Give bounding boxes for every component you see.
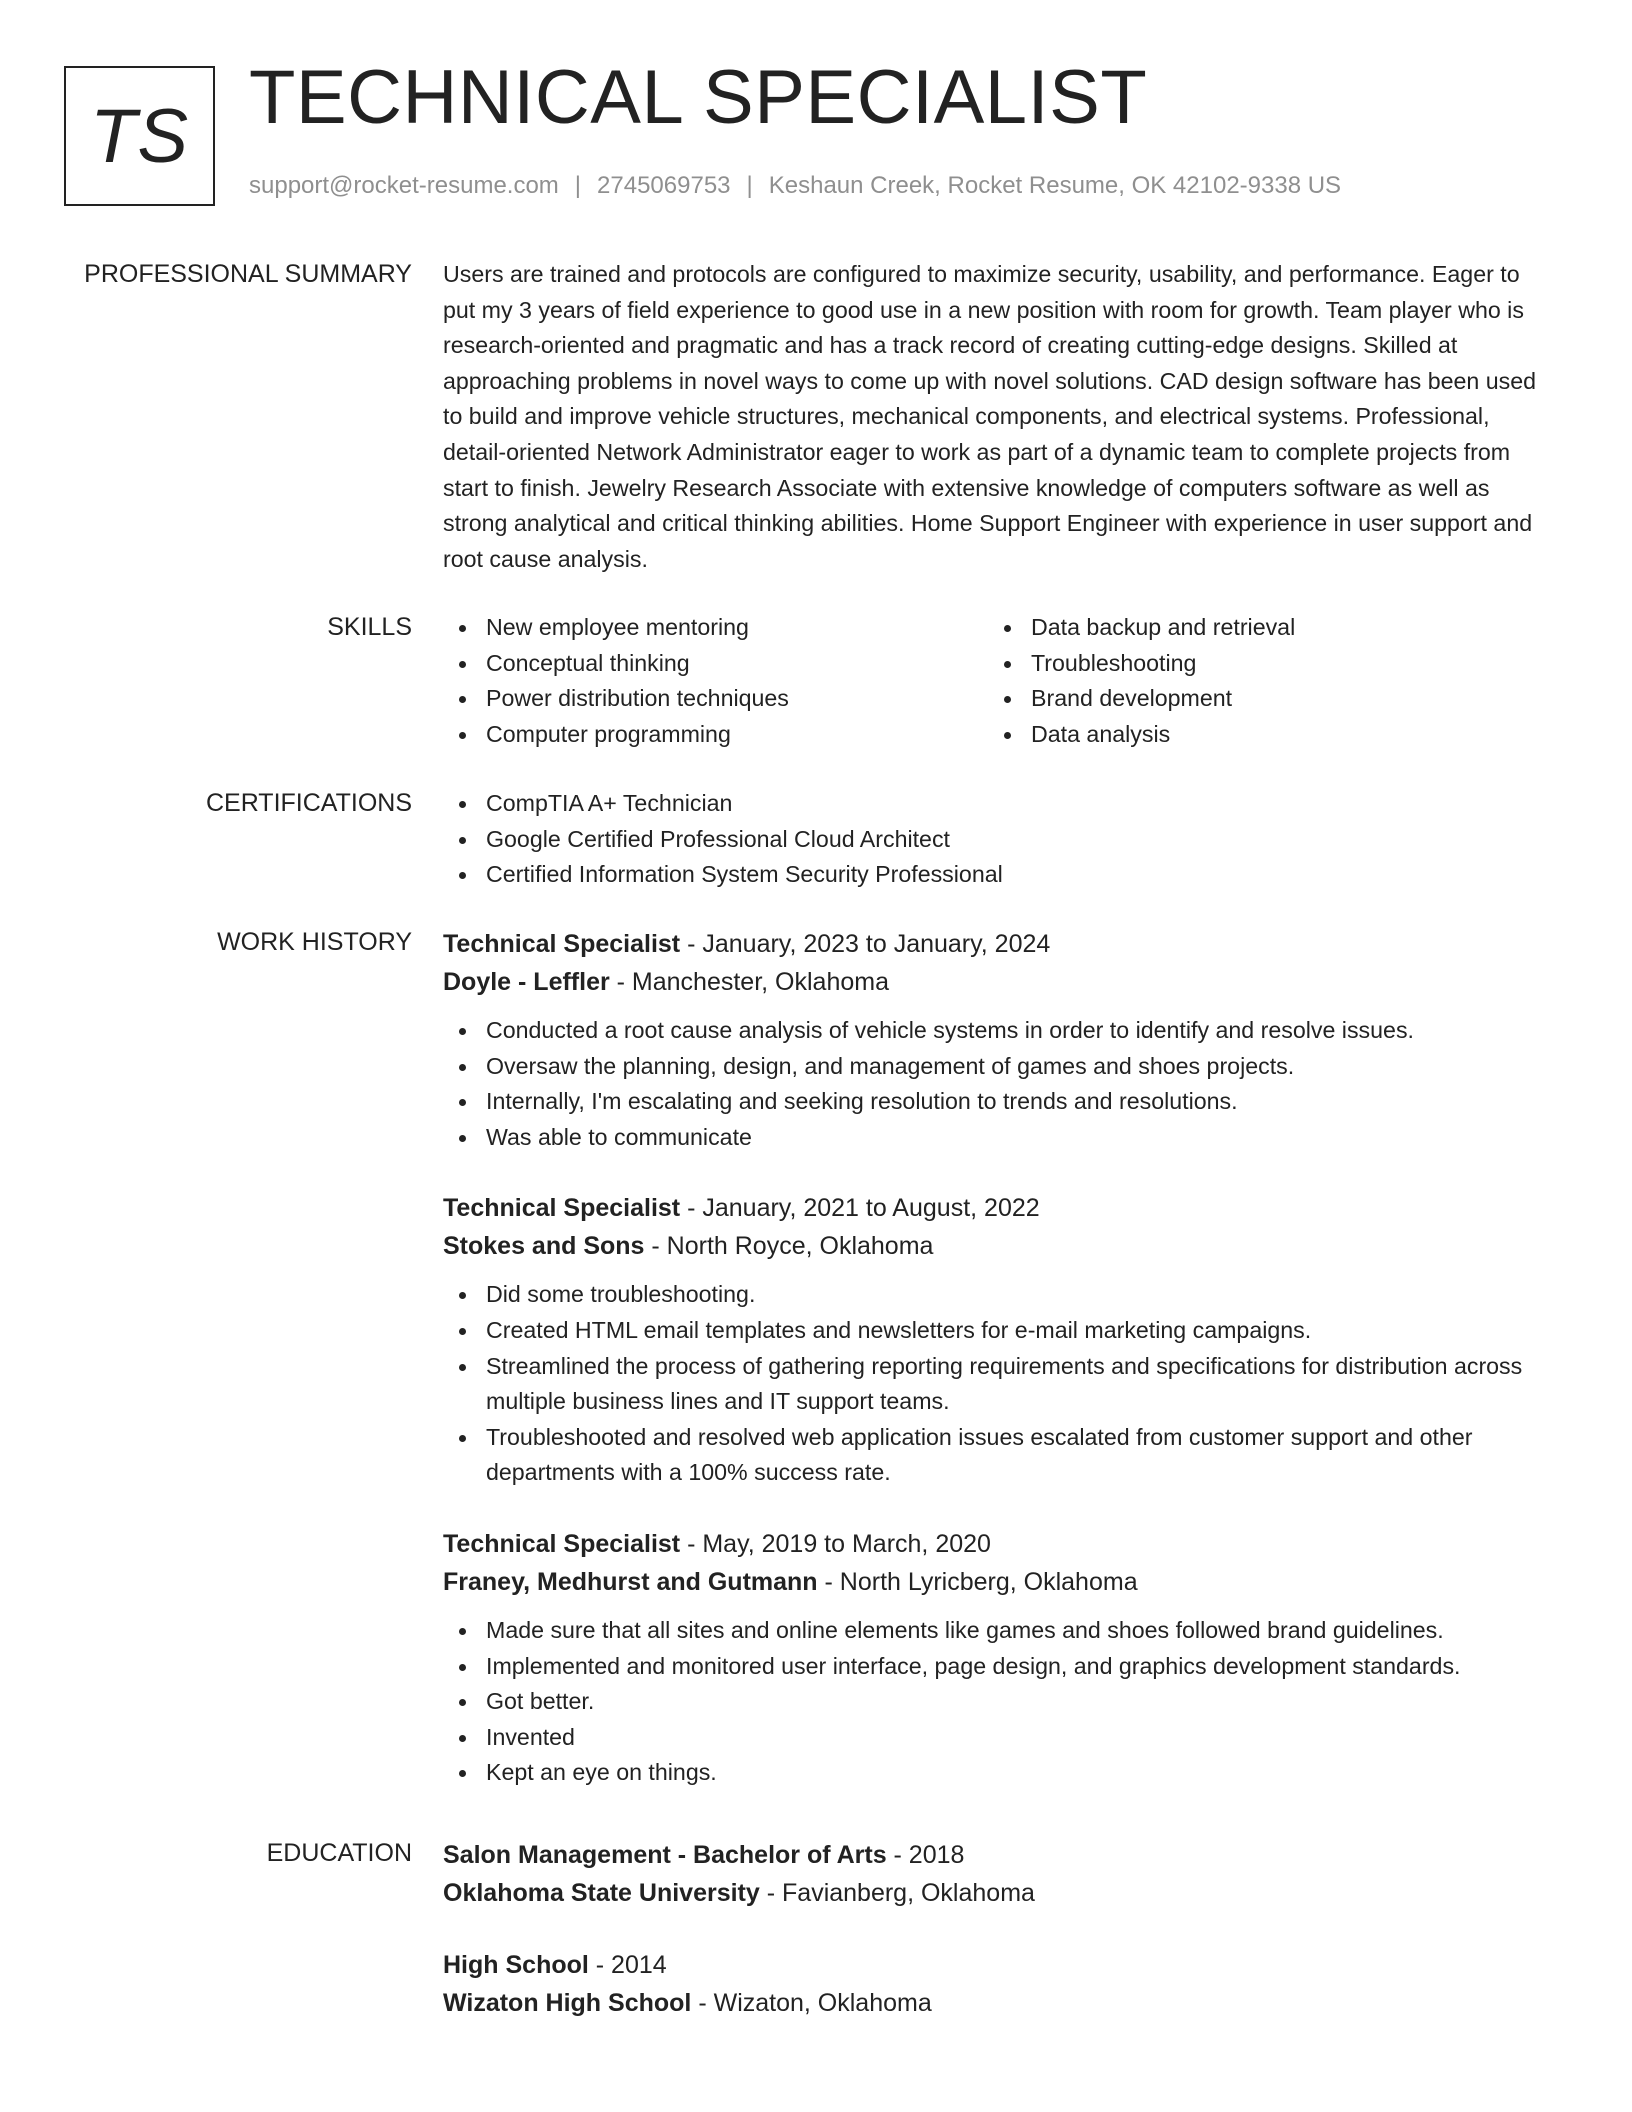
education-degree: High School	[443, 1951, 589, 1979]
section-title-skills: SKILLS	[327, 613, 412, 641]
skill-item: Data backup and retrieval	[1031, 610, 1533, 646]
job-employer-line	[443, 963, 1553, 1001]
skill-item: Troubleshooting	[1031, 646, 1533, 682]
job-entry	[443, 1525, 1553, 1791]
job-bullet: Oversaw the planning, design, and management of games and shoes projects.	[486, 1049, 1553, 1085]
section-title-education: EDUCATION	[266, 1839, 412, 1867]
contact-line	[249, 172, 1341, 200]
skills-list-left	[443, 610, 988, 752]
job-employer-line	[443, 1563, 1553, 1601]
education-location: - Favianberg, Oklahoma	[759, 1879, 1035, 1907]
job-bullet: Conducted a root cause analysis of vehicle systems in order to identify and resolve issues.	[486, 1013, 1553, 1049]
job-dates: - May, 2019 to March, 2020	[680, 1529, 991, 1558]
certifications-body	[443, 786, 1553, 893]
job-employer: Franey, Medhurst and Gutmann	[443, 1567, 818, 1596]
certifications-list	[443, 786, 1553, 893]
education-school: Wizaton High School	[443, 1989, 692, 2017]
education-location: - Wizaton, Oklahoma	[691, 1989, 932, 2017]
job-bullet: Streamlined the process of gathering reporting requirements and specifications for distribution across multiple business lines and IT support teams.	[486, 1349, 1553, 1420]
skills-list-right	[988, 610, 1533, 752]
summary-text: Users are trained and protocols are configured to maximize security, usability, and performance. Eager to put my 3 years of field experience to good use in a new position with room for growth. Team player who is research-oriented and pragmatic and has a track record of creating cutting-edge designs. Skilled at approaching problems in novel ways to come up with novel solutions. CAD design software has been used to build and improve vehicle structures, mechanical components, and electrical systems. Professional, detail-oriented Network Administrator eager to work as part of a dynamic team to complete projects from start to finish. Jewelry Research Associate with extensive knowledge of computers software as well as strong analytical and critical thinking abilities. Home Support Engineer with experience in user support and root cause analysis.	[443, 261, 1537, 572]
skill-item: Computer programming	[486, 717, 988, 753]
job-title-line	[443, 1525, 1553, 1563]
job-dates: - January, 2023 to January, 2024	[680, 930, 1051, 958]
skill-item: New employee mentoring	[486, 610, 988, 646]
job-employer: Stokes and Sons	[443, 1232, 645, 1261]
skill-item: Power distribution techniques	[486, 681, 988, 717]
job-bullets	[443, 1613, 1553, 1791]
section-title-work-history: WORK HISTORY	[217, 928, 412, 956]
education-entry	[443, 1836, 1553, 1912]
job-title-line	[443, 1189, 1553, 1227]
job-bullet: Was able to communicate	[486, 1120, 1553, 1156]
job-bullet: Implemented and monitored user interface, page design, and graphics development standards.	[486, 1649, 1553, 1685]
job-bullet: Troubleshooted and resolved web application issues escalated from customer support and other departments with a 100% success rate.	[486, 1420, 1553, 1491]
job-title-line	[443, 925, 1553, 963]
education-school-line	[443, 1984, 1553, 2022]
contact-separator: |	[574, 172, 582, 199]
job-bullets	[443, 1013, 1553, 1155]
page-title: TECHNICAL SPECIALIST	[249, 55, 1148, 140]
section-title-certifications: CERTIFICATIONS	[205, 789, 412, 817]
skills-grid	[443, 610, 1553, 752]
job-dates: - January, 2021 to August, 2022	[680, 1194, 1040, 1223]
education-degree-line	[443, 1836, 1553, 1874]
education-school-line	[443, 1874, 1553, 1912]
education-school: Oklahoma State University	[443, 1879, 760, 1907]
skill-item: Brand development	[1031, 681, 1533, 717]
skill-item: Data analysis	[1031, 717, 1533, 753]
job-bullet: Did some troubleshooting.	[486, 1277, 1553, 1313]
phone-text: 2745069753	[597, 172, 731, 199]
education-body	[443, 1836, 1553, 2056]
section-title-summary: PROFESSIONAL SUMMARY	[84, 260, 412, 288]
address-text: Keshaun Creek, Rocket Resume, OK 42102-9338 US	[768, 172, 1342, 199]
monogram-badge: TS	[64, 66, 215, 206]
education-degree-line	[443, 1946, 1553, 1984]
job-entry	[443, 1189, 1553, 1491]
certification-item: Certified Information System Security Professional	[486, 857, 1553, 893]
job-bullet: Internally, I'm escalating and seeking resolution to trends and resolutions.	[486, 1084, 1553, 1120]
education-year: - 2018	[886, 1841, 965, 1869]
certification-item: CompTIA A+ Technician	[486, 786, 1553, 822]
job-role: Technical Specialist	[443, 1529, 681, 1558]
job-bullets	[443, 1277, 1553, 1491]
job-employer: Doyle - Leffler	[443, 968, 610, 996]
job-bullet: Made sure that all sites and online elements like games and shoes followed brand guidelines.	[486, 1613, 1553, 1649]
job-role: Technical Specialist	[443, 930, 681, 958]
job-entry	[443, 925, 1553, 1155]
job-role: Technical Specialist	[443, 1194, 681, 1223]
job-bullet: Created HTML email templates and newsletters for e-mail marketing campaigns.	[486, 1313, 1553, 1349]
job-location: - North Lyricberg, Oklahoma	[817, 1567, 1138, 1596]
education-entry	[443, 1946, 1553, 2022]
education-degree: Salon Management - Bachelor of Arts	[443, 1841, 887, 1869]
education-year: - 2014	[588, 1951, 667, 1979]
contact-separator: |	[746, 172, 753, 199]
work-history-body	[443, 925, 1553, 1825]
job-location: - Manchester, Oklahoma	[609, 968, 889, 996]
skills-body	[443, 610, 1553, 752]
job-bullet: Got better.	[486, 1684, 1553, 1720]
email-text: support@rocket-resume.com	[249, 172, 559, 199]
job-bullet: Kept an eye on things.	[486, 1755, 1553, 1791]
job-employer-line	[443, 1227, 1553, 1265]
job-bullet: Invented	[486, 1720, 1553, 1756]
skill-item: Conceptual thinking	[486, 646, 988, 682]
certification-item: Google Certified Professional Cloud Architect	[486, 822, 1553, 858]
job-location: - North Royce, Oklahoma	[644, 1232, 934, 1261]
